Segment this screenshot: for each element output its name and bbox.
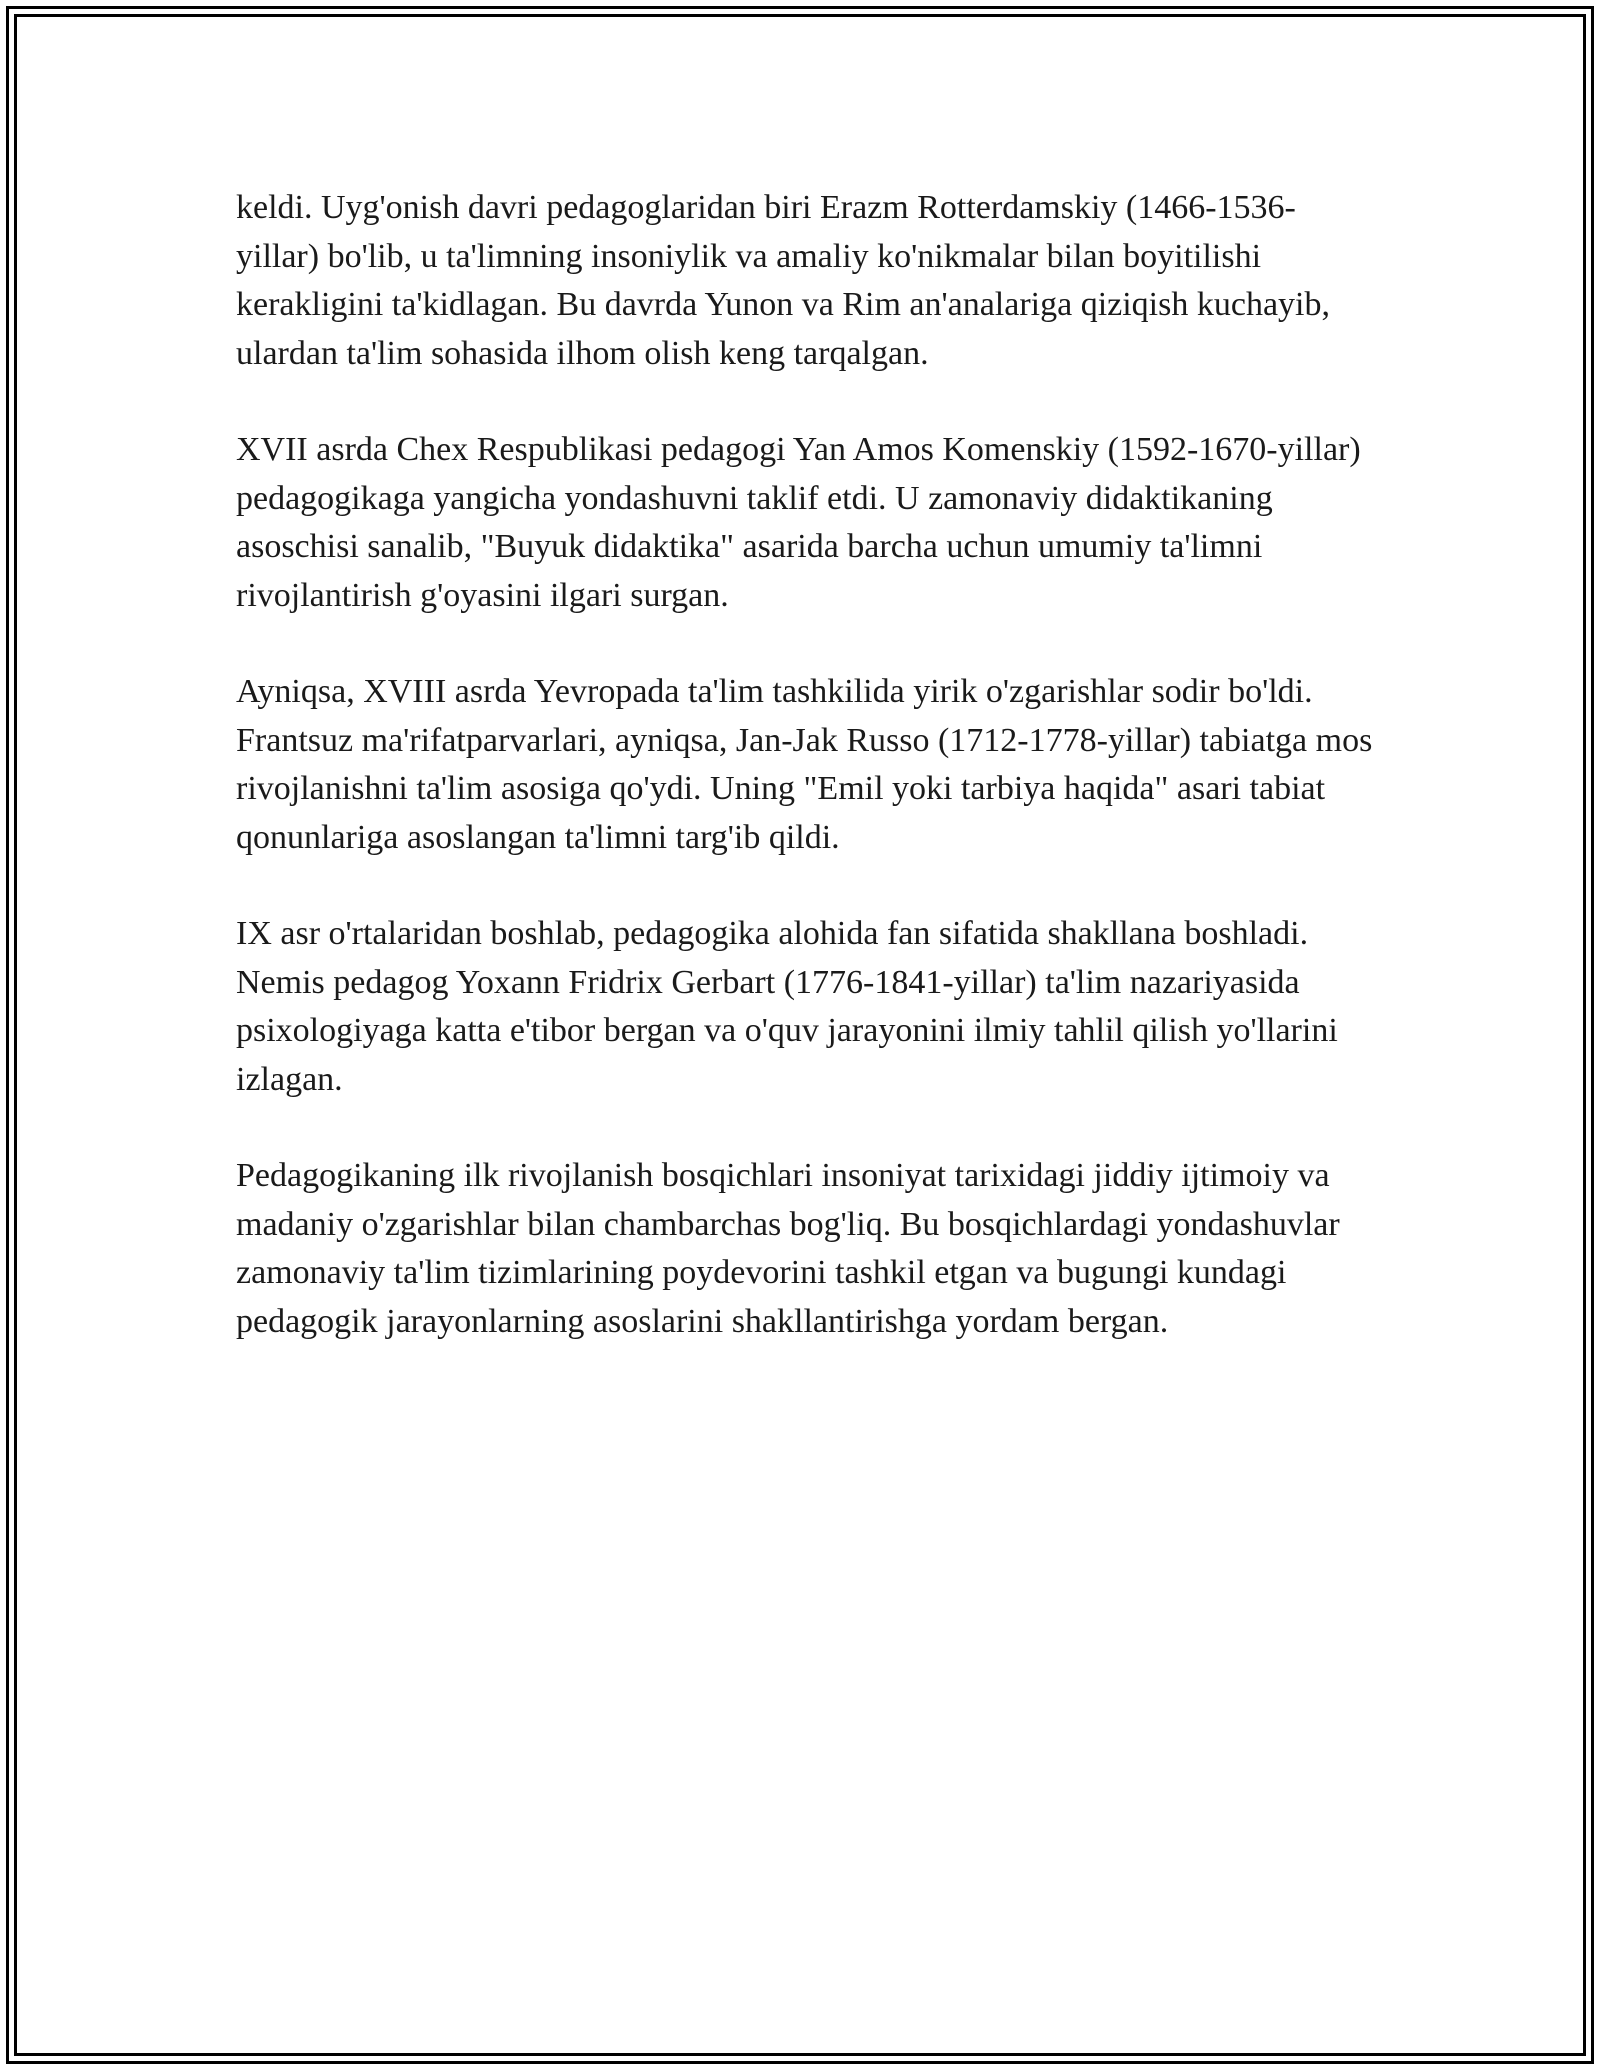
document-body [236, 184, 1376, 1394]
paragraph-gerbart: IX asr o'rtalaridan boshlab, pedagogika alohida fan sifatida shakllana boshladi. Nemis pedagog Yoxann Fridrix Gerbart (1776-1841-yillar) ta'lim nazariyasida psixologiyaga katta e'tibor bergan va o'quv jarayonini ilmiy tahlil qilish yo'llarini izlagan. [236, 915, 1338, 1098]
paragraph-conclusion: Pedagogikaning ilk rivojlanish bosqichlari insoniyat tarixidagi jiddiy ijtimoiy va madaniy o'zgarishlar bilan chambarchas bog'liq. Bu bosqichlardagi yondashuvlar zamonaviy ta'lim tizimlarining poydevorini tashkil etgan va bugungi kundagi pedagogik jarayonlarning asoslarini shakllantirishga yordam bergan. [236, 1157, 1340, 1340]
paragraph-renaissance: keldi. Uyg'onish davri pedagoglaridan biri Erazm Rotterdamskiy (1466-1536-yillar) bo'lib, u ta'limning insoniylik va amaliy ko'nikmalar bilan boyitilishi kerakligini ta'kidlagan. Bu davrda Yunon va Rim an'analariga qiziqish kuchayib, ulardan ta'lim sohasida ilhom olish keng tarqalgan. [236, 189, 1330, 372]
paragraph-komenskiy: XVII asrda Chex Respublikasi pedagogi Yan Amos Komenskiy (1592-1670-yillar) pedagogikaga yangicha yondashuvni taklif etdi. U zamonaviy didaktikaning asoschisi sanalib, "Buyuk didaktika" asarida barcha uchun umumiy ta'limni rivojlantirish g'oyasini ilgari surgan. [236, 431, 1361, 614]
paragraph-russo: Ayniqsa, XVIII asrda Yevropada ta'lim tashkilida yirik o'zgarishlar sodir bo'ldi. Frantsuz ma'rifatparvarlari, ayniqsa, Jan-Jak Russo (1712-1778-yillar) tabiatga mos rivojlanishni ta'lim asosiga qo'ydi. Uning "Emil yoki tarbiya haqida" asari tabiat qonunlariga asoslangan ta'limni targ'ib qildi. [236, 673, 1373, 856]
